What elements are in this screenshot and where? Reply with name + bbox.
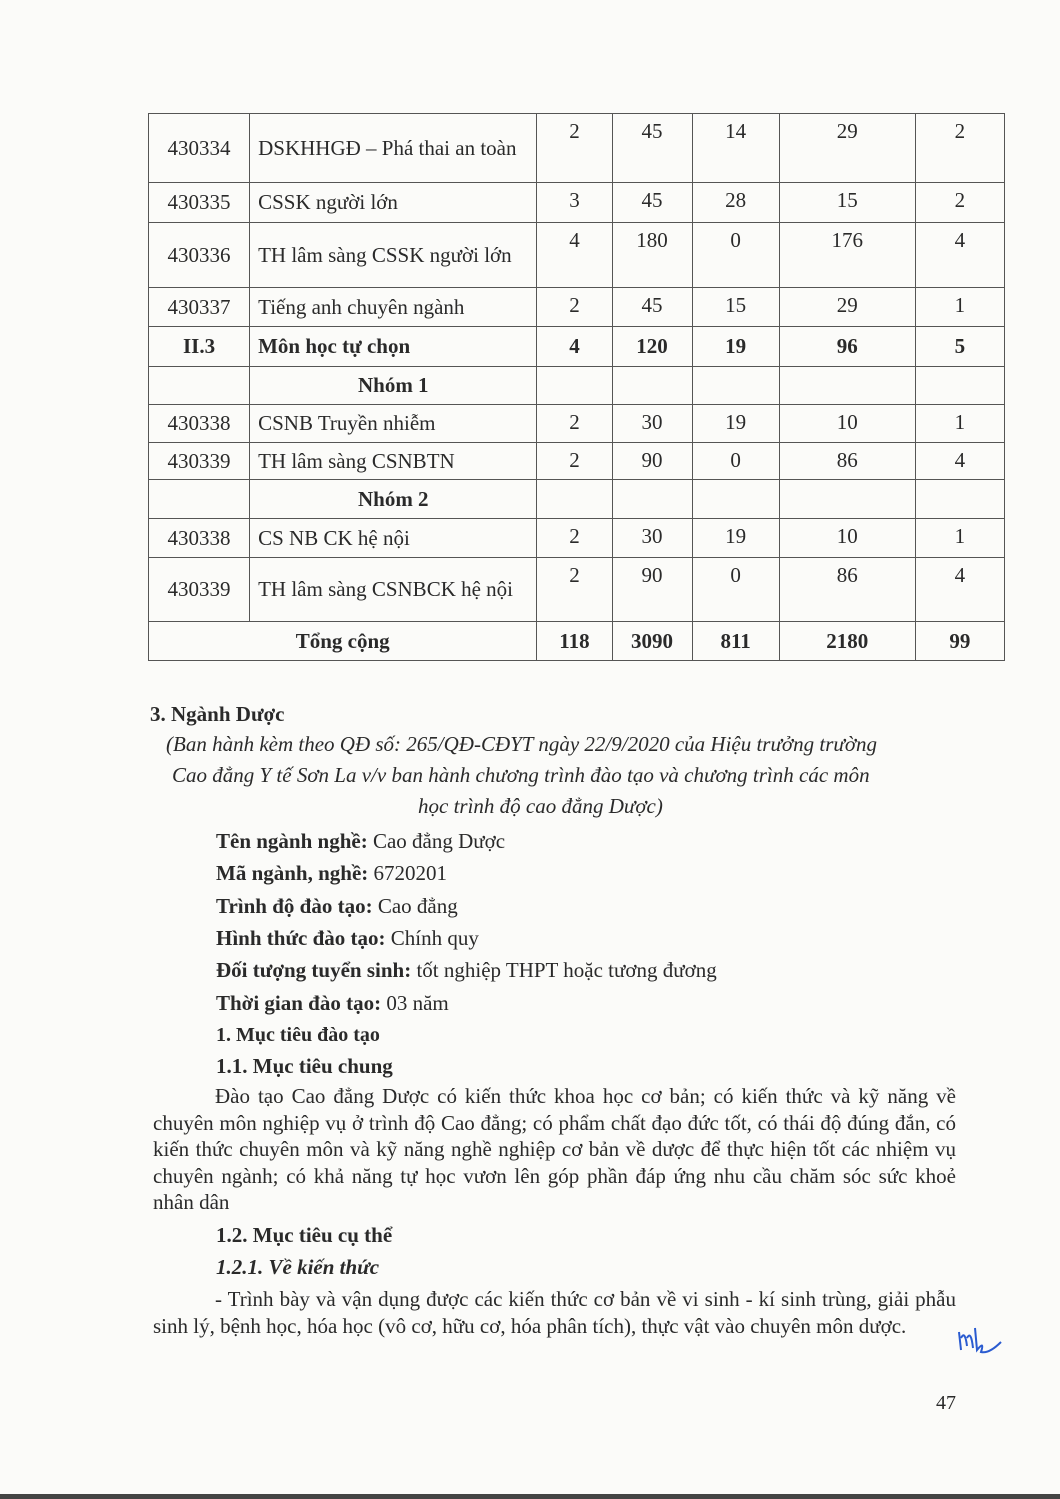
- heading-1-2: 1.2. Mục tiêu cụ thể: [216, 1223, 393, 1247]
- cell-code: II.3: [149, 327, 250, 367]
- table-row: [149, 443, 1005, 480]
- cell-name: CS NB CK hệ nội: [250, 519, 537, 558]
- cell-credits: 4: [537, 223, 612, 288]
- cell-theory: 0: [692, 223, 779, 288]
- cell-code: [149, 367, 250, 405]
- cell-practice: 29: [779, 114, 915, 183]
- cell-code: 430339: [149, 443, 250, 480]
- cell-total: 45: [612, 288, 692, 327]
- signature-initials: [955, 1322, 1005, 1362]
- paragraph-knowledge: - Trình bày và vận dụng được các kiến thức cơ bản về vi sinh - kí sinh trùng, giải phẫu sinh lý, bệnh học, hóa học (vô cơ, hữu cơ, hóa phân tích), thực vật vào chuyên môn dược.: [153, 1287, 956, 1338]
- table-group-row: [149, 480, 1005, 519]
- info-field-value: tốt nghiệp THPT hoặc tương đương: [411, 958, 717, 983]
- cell-name: Nhóm 1: [250, 367, 537, 405]
- info-field-label: Thời gian đào tạo:: [216, 990, 382, 1015]
- cell-name: TH lâm sàng CSSK người lớn: [250, 223, 537, 288]
- info-field: [216, 925, 479, 951]
- info-field-value: 03 năm: [381, 990, 449, 1015]
- total-total: 3090: [612, 622, 692, 661]
- info-field: [216, 860, 447, 886]
- cell-theory: [692, 480, 779, 519]
- cell-exam: [915, 367, 1004, 405]
- table-row: [149, 114, 1005, 183]
- info-field-value: Chính quy: [385, 925, 479, 950]
- cell-exam: [915, 480, 1004, 519]
- cell-name: TH lâm sàng CSNBCK hệ nội: [250, 558, 537, 622]
- cell-code: 430336: [149, 223, 250, 288]
- cell-theory: 19: [692, 519, 779, 558]
- total-theory: 811: [692, 622, 779, 661]
- table-row: [149, 288, 1005, 327]
- info-field-value: 6720201: [368, 861, 448, 886]
- cell-credits: 2: [537, 558, 612, 622]
- cell-name: CSSK người lớn: [250, 183, 537, 223]
- cell-exam: 1: [915, 288, 1004, 327]
- table-row: [149, 519, 1005, 558]
- section-title: 3. Ngành Dược: [150, 702, 285, 726]
- info-field: [216, 893, 458, 919]
- table-group-row: [149, 367, 1005, 405]
- cell-credits: 2: [537, 443, 612, 480]
- total-credits: 118: [537, 622, 612, 661]
- cell-credits: 2: [537, 519, 612, 558]
- cell-practice: [779, 367, 915, 405]
- cell-practice: 86: [779, 443, 915, 480]
- info-field-value: Cao đẳng: [372, 893, 458, 918]
- cell-practice: 10: [779, 519, 915, 558]
- info-field-label: Trình độ đào tạo:: [216, 893, 373, 918]
- cell-theory: 19: [692, 405, 779, 443]
- cell-exam: 2: [915, 114, 1004, 183]
- cell-code: 430338: [149, 519, 250, 558]
- cell-credits: 2: [537, 405, 612, 443]
- note-line: học trình độ cao đẳng Dược): [418, 794, 663, 818]
- cell-code: 430335: [149, 183, 250, 223]
- info-field-label: Đối tượng tuyển sinh:: [216, 958, 412, 983]
- heading-1-1: 1.1. Mục tiêu chung: [216, 1054, 393, 1078]
- cell-total: 90: [612, 558, 692, 622]
- cell-practice: 96: [779, 327, 915, 367]
- cell-theory: 15: [692, 288, 779, 327]
- cell-name: CSNB Truyền nhiễm: [250, 405, 537, 443]
- cell-exam: 1: [915, 519, 1004, 558]
- cell-code: 430337: [149, 288, 250, 327]
- cell-exam: 4: [915, 223, 1004, 288]
- cell-name: Nhóm 2: [250, 480, 537, 519]
- info-field-value: Cao đẳng Dược: [367, 829, 506, 853]
- cell-total: 180: [612, 223, 692, 288]
- cell-code: 430338: [149, 405, 250, 443]
- page-number: 47: [936, 1392, 956, 1414]
- cell-credits: [537, 480, 612, 519]
- cell-theory: [692, 367, 779, 405]
- scan-edge: [0, 1494, 1060, 1499]
- cell-total: 120: [612, 327, 692, 367]
- heading-1: 1. Mục tiêu đào tạo: [216, 1024, 380, 1046]
- table-total-row: [149, 622, 1005, 661]
- info-field: [216, 990, 449, 1016]
- table-row: [149, 327, 1005, 367]
- cell-practice: 86: [779, 558, 915, 622]
- cell-exam: 2: [915, 183, 1004, 223]
- table-row: [149, 183, 1005, 223]
- paragraph-general-objective: Đào tạo Cao đẳng Dược có kiến thức khoa học cơ bản; có kiến thức và kỹ năng về chuyên môn nghiệp vụ ở trình độ Cao đẳng; có phẩm chất đạo đức tốt, có thái độ đúng đắn, có kiến thức chuyên môn và kỹ năng nghề nghiệp cơ bản về dược để thực hiện tốt các nhiệm vụ chuyên ngành; có khả năng tự học vươn lên góp phần đáp ứng nhu cầu chăm sóc sức khoẻ nhân dân: [153, 1084, 956, 1214]
- cell-total: [612, 367, 692, 405]
- total-label: Tổng cộng: [149, 622, 537, 661]
- cell-code: [149, 480, 250, 519]
- cell-practice: 15: [779, 183, 915, 223]
- cell-total: 45: [612, 114, 692, 183]
- cell-total: 45: [612, 183, 692, 223]
- cell-total: 30: [612, 405, 692, 443]
- cell-total: 30: [612, 519, 692, 558]
- cell-practice: 10: [779, 405, 915, 443]
- cell-credits: 2: [537, 288, 612, 327]
- cell-practice: 29: [779, 288, 915, 327]
- total-practice: 2180: [779, 622, 915, 661]
- cell-exam: 4: [915, 443, 1004, 480]
- info-field: [216, 957, 717, 983]
- cell-exam: 5: [915, 327, 1004, 367]
- info-field: [216, 828, 505, 854]
- info-field-label: Mã ngành, nghề:: [216, 861, 369, 886]
- cell-practice: 176: [779, 223, 915, 288]
- cell-theory: 14: [692, 114, 779, 183]
- cell-total: 90: [612, 443, 692, 480]
- cell-name: TH lâm sàng CSNBTN: [250, 443, 537, 480]
- cell-credits: 4: [537, 327, 612, 367]
- table-row: [149, 223, 1005, 288]
- cell-credits: 3: [537, 183, 612, 223]
- curriculum-table: [148, 113, 1005, 661]
- cell-theory: 28: [692, 183, 779, 223]
- cell-practice: [779, 480, 915, 519]
- cell-code: 430339: [149, 558, 250, 622]
- cell-total: [612, 480, 692, 519]
- cell-name: Môn học tự chọn: [250, 327, 537, 367]
- heading-1-2-1: 1.2.1. Về kiến thức: [216, 1255, 380, 1279]
- cell-theory: 0: [692, 443, 779, 480]
- note-line: (Ban hành kèm theo QĐ số: 265/QĐ-CĐYT ngày 22/9/2020 của Hiệu trưởng trường: [166, 732, 878, 756]
- cell-exam: 1: [915, 405, 1004, 443]
- cell-theory: 19: [692, 327, 779, 367]
- cell-name: Tiếng anh chuyên ngành: [250, 288, 537, 327]
- cell-credits: [537, 367, 612, 405]
- note-line: Cao đẳng Y tế Sơn La v/v ban hành chương trình đào tạo và chương trình các môn: [172, 763, 870, 787]
- table-row: [149, 558, 1005, 622]
- info-field-label: Tên ngành nghề:: [216, 829, 368, 853]
- total-exam: 99: [915, 622, 1004, 661]
- cell-code: 430334: [149, 114, 250, 183]
- info-field-label: Hình thức đào tạo:: [216, 925, 386, 950]
- cell-credits: 2: [537, 114, 612, 183]
- cell-exam: 4: [915, 558, 1004, 622]
- cell-name: DSKHHGĐ – Phá thai an toàn: [250, 114, 537, 183]
- cell-theory: 0: [692, 558, 779, 622]
- table-row: [149, 405, 1005, 443]
